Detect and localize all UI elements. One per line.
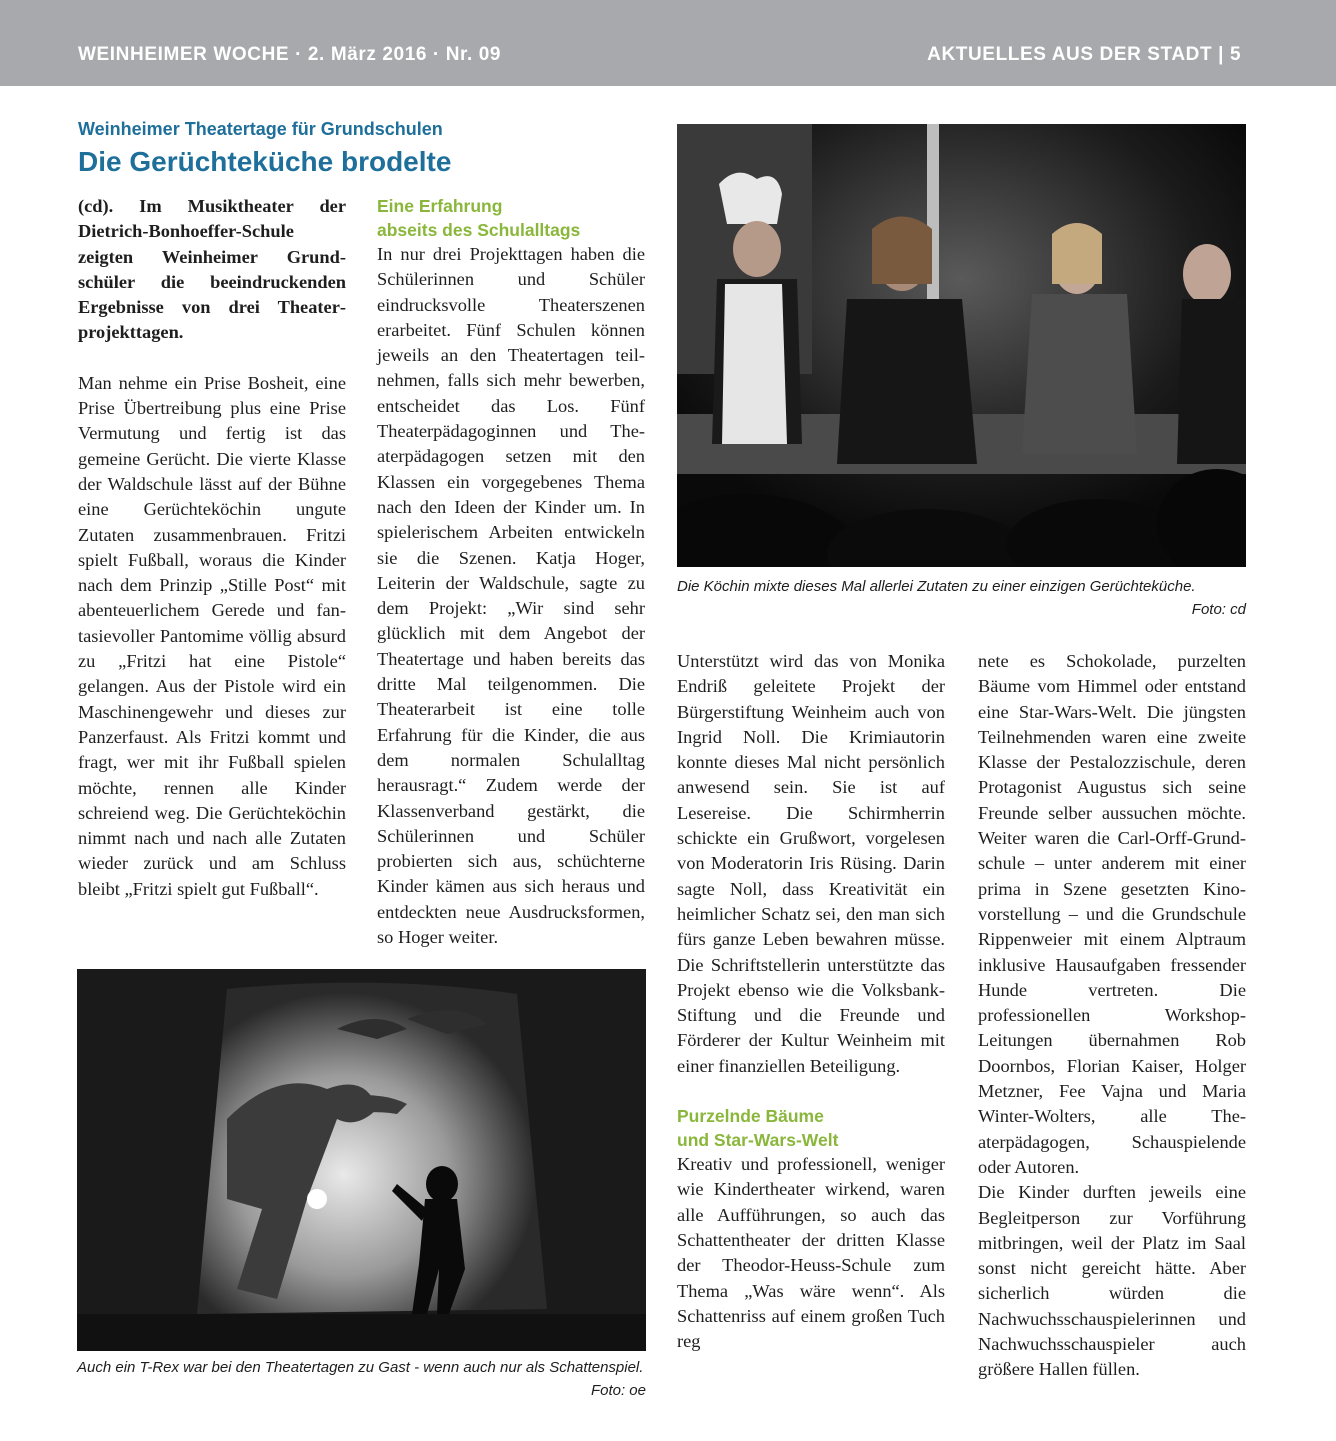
subhead-line: Purzelnde Bäume — [677, 1106, 824, 1127]
subhead-trees — [677, 1104, 945, 1152]
column-3-body: Unterstützt wird das von Monika Endriß geleitete Projekt der Bürgerstiftung Weinheim auch von Ingrid Noll. Die Krimiautorin konnte dieses Mal nicht persönlich anwesend sein. Sie ist auf Lesereise. Die Schirmherrin schickte ein Grußwort, vorgelesen von Moderatorin Iris Rüsing. Darin sagte Noll, dass Kreativität ein heimlicher Schatz sei, den man sich fürs ganze Leben bewahren müsse. Die Schriftstellerin unterstützte das Projekt ebenso wie die Volksbank-Stiftung und die Freunde und Förderer der Kultur Weinheim mit einer finanziellen Beteiligung. — [677, 651, 945, 1076]
column-4-body: nete es Schokolade, purzelten Bäume vom Himmel oder entstand eine Star-Wars-Welt. Die jüngsten Teilnehmenden waren eine zweite Klasse der Pestalozzischule, deren Protagonist Augustus sich seine Freunde selber aussuchen möchte. Weiter waren die Carl-Orff-Grundschule – unter anderem mit einer prima in Szene gesetzten Kinovorstellung – und die Grundschule Rippenweier mit einem Alptraum inklusive Hausaufgaben fressender Hunde vertreten. Die professionellen Workshop-Leitungen übernahmen Rob Doornbos, Florian Kaiser, Holger Metzner, Fee Vajna und Maria Winter-Wolters, alle Theaterpädagogen, Schauspielende oder Autoren. — [978, 651, 1246, 1177]
column-3 — [677, 649, 945, 1354]
page-number: 5 — [1230, 44, 1241, 65]
column-1 — [78, 194, 346, 902]
column-2 — [377, 194, 645, 950]
subhead-line: abseits des Schulalltags — [377, 220, 581, 240]
article-lead: (cd). Im Musiktheater der Dietrich-Bonhoeffer-Schule zeigten Weinheimer Grundschüler die beeindruckenden Ergebnisse von drei Theaterprojekttagen. — [78, 196, 346, 343]
subhead-line: Eine Erfahrung — [377, 196, 503, 216]
publication-info: WEINHEIMER WOCHE · 2. März 2016 · Nr. 09 — [78, 44, 502, 65]
column-3-body-2: Kreativ und professionell, weniger wie Kindertheater wirkend, waren alle Aufführungen, so auch das Schattentheater der dritten Klasse der Theodor-Heuss-Schule zum Thema „Was wäre wenn“. Als Schattenriss auf einem großen Tuch reg — [677, 1154, 945, 1352]
stage-photo-credit: Foto: cd — [1191, 601, 1246, 618]
article-headline: Die Gerüchteküche brodelte — [78, 146, 452, 177]
subhead-experience — [377, 194, 645, 242]
article-kicker: Weinheimer Theatertage für Grundschulen — [78, 119, 443, 139]
subhead-line: und Star-Wars-Welt — [677, 1130, 839, 1151]
shadow-photo-caption: Auch ein T-Rex war bei den Theatertagen zu Gast - wenn auch nur als Schattenspiel. — [77, 1359, 644, 1376]
column-4-body-2: Die Kinder durften jeweils eine Begleitperson zur Vorführung mitbringen, weil der Platz im Saal sonst nicht gereicht hätte. Aber sicherlich würden die Nachwuchsschauspielerinnen und Nachwuchsschauspieler auch größere Hallen füllen. — [978, 1182, 1246, 1380]
section-title: AKTUELLES AUS DER STADT | — [927, 44, 1224, 65]
stage-photo — [677, 124, 1246, 567]
stage-photo-caption: Die Köchin mixte dieses Mal allerlei Zutaten zu einer einzigen Gerüchteküche. — [677, 578, 1196, 595]
column-1-body: Man nehme ein Prise Bosheit, eine Prise Übertreibung plus eine Prise Vermutung und fertig ist das gemeine Gerücht. Die vierte Klasse der Waldschule lässt auf der Bühne eine Gerüchteköchin ungute Zutaten zusammenbrauen. Fritzi spielt Fußball, woraus die Kinder nach dem Prinzip „Stille Post“ mit abenteuerlichem Gerede und fantasievoller Pantomime völlig absurd zu „Fritzi hat eine Pistole“ gelangen. Aus der Pistole wird ein Maschinengewehr und dieses zur Panzerfaust. Als Fritzi kommt und fragt, wer mit ihr Fußball spielen möchte, rennen alle Kinder schreiend weg. Die Gerüchteköchin nimmt nach und nach alle Zutaten wieder zurück und am Schluss bleibt „Fritzi spielt gut Fußball“. — [78, 372, 346, 899]
column-2-body: In nur drei Projekttagen haben die Schülerinnen und Schüler eindrucksvolle Theaterszenen erarbeitet. Fünf Schulen können jeweils an den Theatertagen teilnehmen, falls sich mehr bewerben, entscheidet das Los. Fünf Theaterpädagoginnen und Theaterpädagogen setzen mit den Klassen ein vorgegebenes Thema nach den Ideen der Kinder um. In spielerischem Arbeiten entwickeln sie die Szenen. Katja Hoger, Leiterin der Waldschule, sagte zu dem Projekt: „Wir sind sehr glücklich mit dem Angebot der Theatertage und haben bereits das dritte Mal teilgenommen. Die Theaterarbeit ist eine tolle Erfahrung für die Kinder, die aus dem normalen Schulalltag herausragt.“ Zudem werde der Klassenverband gestärkt, die Schülerinnen und Schüler probierten sich aus, schüchterne Kinder kämen aus sich heraus und entdeckten neue Ausdrucksformen, so Hoger weiter. — [377, 244, 645, 948]
shadow-photo-credit: Foto: oe — [590, 1382, 646, 1399]
shadow-play-photo — [77, 969, 646, 1351]
stage-photo-image — [677, 124, 1246, 567]
shadow-play-image — [77, 969, 646, 1351]
header-bar — [0, 0, 1336, 86]
column-4 — [978, 649, 1246, 1383]
